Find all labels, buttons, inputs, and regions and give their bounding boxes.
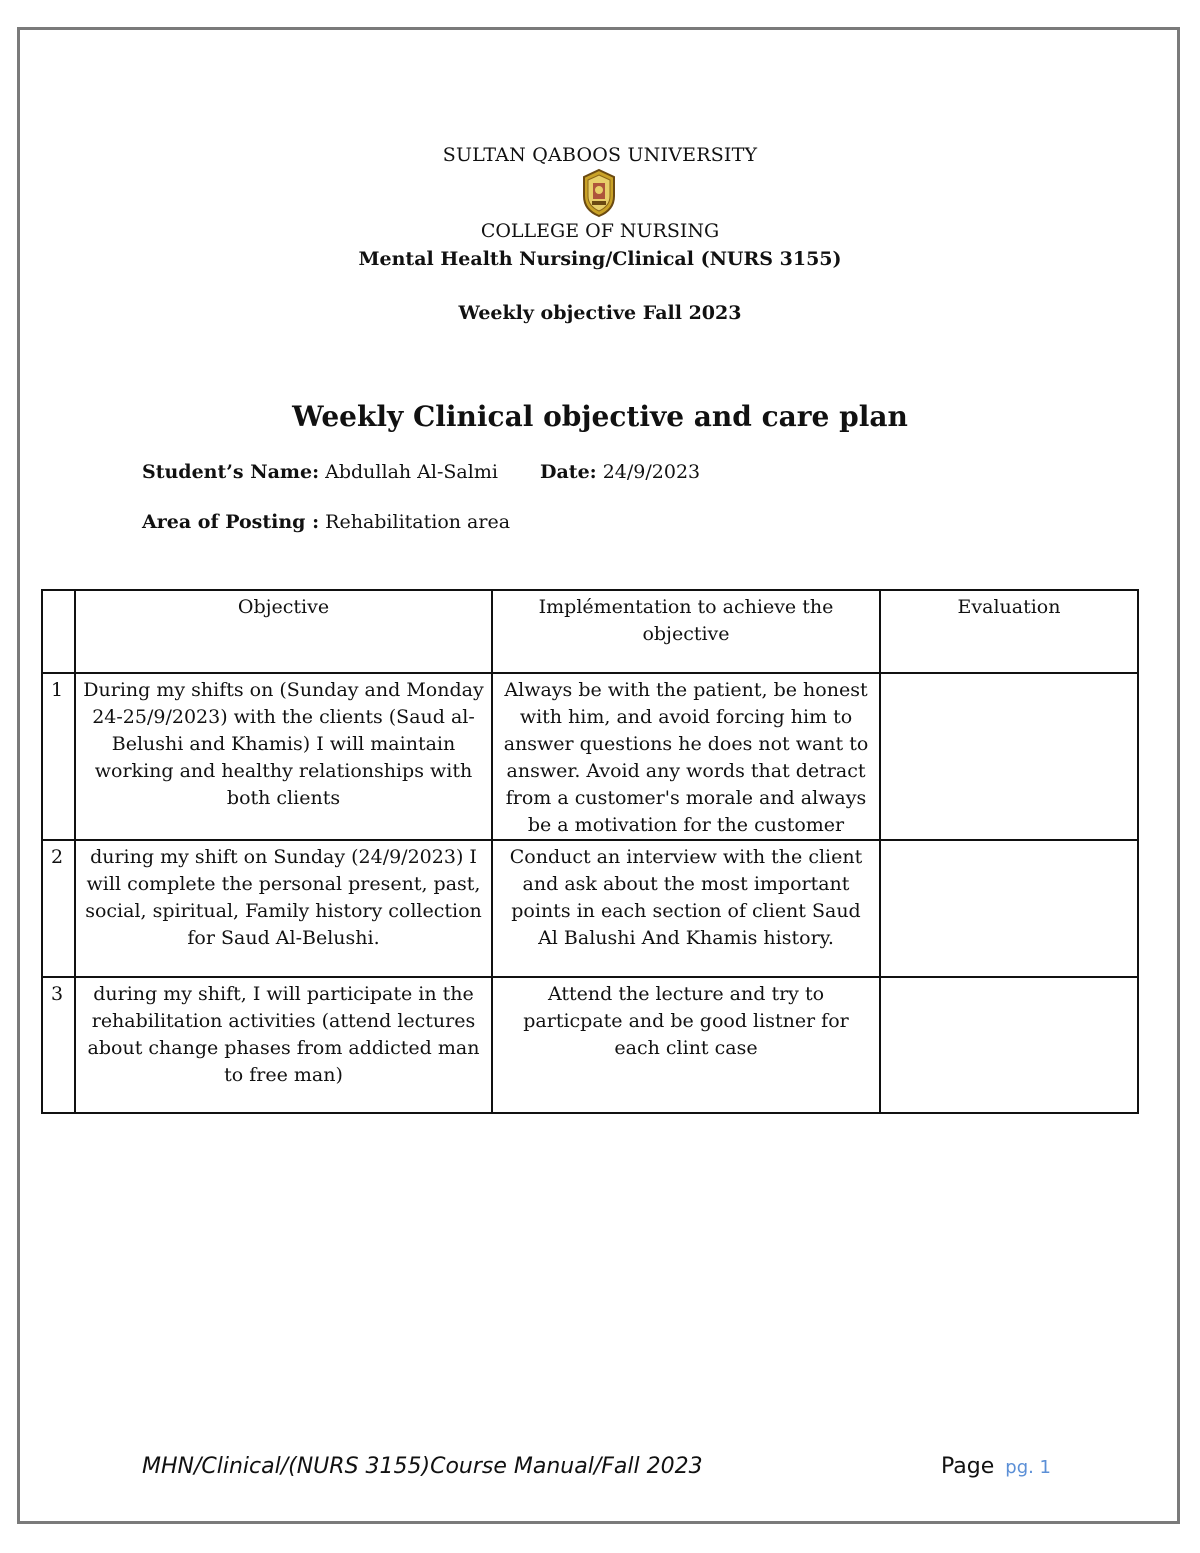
weekly-objective-heading: Weekly objective Fall 2023 bbox=[458, 302, 742, 324]
footer-manual-text: MHN/Clinical/(NURS 3155)Course Manual/Fall 2023 bbox=[142, 1454, 703, 1479]
date-value: 24/9/2023 bbox=[602, 461, 701, 483]
implementation-cell: Always be with the patient, be honest with him, and avoid forcing him to answer questions he does not want to answer. Avoid any words that detract from a customer's morale and always be a motivation for the customer bbox=[492, 673, 880, 840]
implementation-cell: Conduct an interview with the client and ask about the most important points in each section of client Saud Al Balushi And Khamis history. bbox=[492, 840, 880, 977]
objective-cell: during my shift, I will participate in the rehabilitation activities (attend lectures about change phases from addicted man to free man) bbox=[75, 977, 492, 1113]
evaluation-cell bbox=[880, 977, 1138, 1113]
university-name: SULTAN QABOOS UNIVERSITY bbox=[442, 144, 758, 166]
course-title: Mental Health Nursing/Clinical (NURS 3155) bbox=[358, 248, 842, 270]
area-of-posting-value: Rehabilitation area bbox=[325, 511, 511, 533]
header-cell-implementation: Implémentation to achieve the objective bbox=[492, 590, 880, 673]
area-of-posting-label: Area of Posting : bbox=[142, 511, 320, 533]
objective-cell: during my shift on Sunday (24/9/2023) I will complete the personal present, past, social, spiritual, Family history collection for Saud Al-Belushi. bbox=[75, 840, 492, 977]
date-row bbox=[540, 461, 700, 483]
student-name-value: Abdullah Al-Salmi bbox=[325, 461, 498, 483]
date-label: Date: bbox=[540, 461, 597, 483]
table-row bbox=[42, 977, 1138, 1113]
row-number: 2 bbox=[42, 840, 75, 977]
table-row bbox=[42, 673, 1138, 840]
evaluation-cell bbox=[880, 673, 1138, 840]
footer-page bbox=[941, 1454, 1051, 1479]
university-seal-icon bbox=[580, 168, 618, 218]
header-cell-objective: Objective bbox=[75, 590, 492, 673]
footer-page-label: Page bbox=[941, 1454, 995, 1479]
table-header-row bbox=[42, 590, 1138, 673]
evaluation-cell bbox=[880, 840, 1138, 977]
college-name: COLLEGE OF NURSING bbox=[480, 220, 720, 242]
row-number: 1 bbox=[42, 673, 75, 840]
header-cell-number bbox=[42, 590, 75, 673]
student-name-label: Student’s Name: bbox=[142, 461, 320, 483]
table-row bbox=[42, 840, 1138, 977]
care-plan-table bbox=[41, 589, 1139, 1114]
student-name-row bbox=[142, 461, 498, 483]
header-cell-evaluation: Evaluation bbox=[880, 590, 1138, 673]
page-title: Weekly Clinical objective and care plan bbox=[292, 400, 908, 433]
objective-cell: During my shifts on (Sunday and Monday 24-25/9/2023) with the clients (Saud al-Belushi and Khamis) I will maintain working and healthy relationships with both clients bbox=[75, 673, 492, 840]
implementation-cell: Attend the lecture and try to particpate and be good listner for each clint case bbox=[492, 977, 880, 1113]
area-of-posting-row bbox=[142, 511, 510, 533]
footer-page-number: pg. 1 bbox=[1005, 1457, 1052, 1478]
row-number: 3 bbox=[42, 977, 75, 1113]
